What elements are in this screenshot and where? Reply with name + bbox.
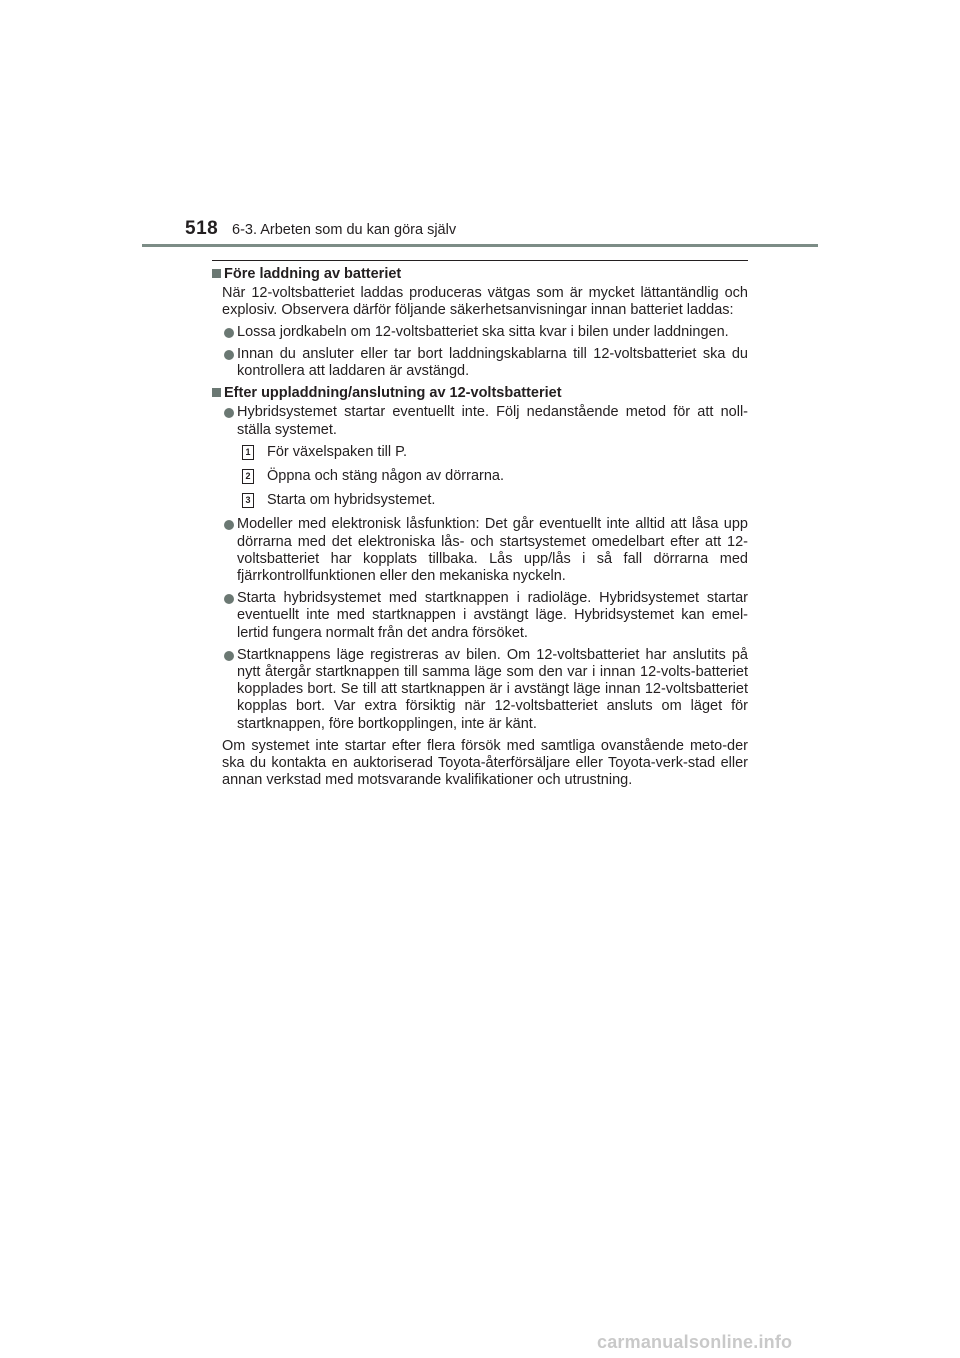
- step-number-badge: 3: [242, 493, 254, 508]
- list-item: [212, 404, 748, 438]
- watermark-text: carmanualsonline.info: [597, 1332, 793, 1352]
- heading-text: Efter uppladdning/anslutning av 12-voltsbatteriet: [224, 385, 562, 402]
- circle-bullet-icon: [224, 408, 234, 418]
- square-bullet-icon: [212, 269, 221, 278]
- step-item: [212, 492, 748, 509]
- list-item-text: Innan du ansluter eller tar bort laddningskablarna till 12-voltsbatteriet ska du kontrollera att laddaren är avstängd.: [237, 345, 748, 380]
- step-number-badge: 2: [242, 469, 254, 484]
- section-heading-after-charging: [212, 385, 748, 402]
- list-item-text: Startknappens läge registreras av bilen. Om 12-voltsbatteriet har anslutits på nytt återgår startknappen till samma läge som den var i innan 12-volts-batteriet kopplades bort. Se till att startknappen är i avstängt läge innan 12-voltsbatteriet kopplas bort. Var extra försiktig när 12-voltsbatteriet ansluts om läget för startknappen, före bortkopplingen, inte är känt.: [237, 646, 748, 732]
- section-intro: När 12-voltsbatteriet laddas produceras vätgas som är mycket lättantändlig och explosiv. Observera därför följande säkerhetsanvisningar innan batteriet laddas:: [222, 285, 748, 319]
- list-item: [212, 647, 748, 733]
- step-text: Öppna och stäng någon av dörrarna.: [267, 468, 504, 485]
- step-item: [212, 444, 748, 461]
- step-item: [212, 468, 748, 485]
- list-item: [212, 324, 748, 341]
- header-rule: [142, 244, 818, 247]
- step-text: För växelspaken till P.: [267, 443, 407, 460]
- circle-bullet-icon: [224, 651, 234, 661]
- heading-text: Före laddning av batteriet: [224, 266, 402, 282]
- page-content: [212, 266, 748, 793]
- step-text: Starta om hybridsystemet.: [267, 492, 436, 509]
- list-item-text: Modeller med elektronisk låsfunktion: Det går eventuellt inte alltid att låsa upp dörrarna med det elektroniska lås- och startsystemet omedelbart efter att 12-voltsbatteriet har kopplats tillbaka. Lås upp/lås i så fall dörrarna med fjärrkontrollfunktionen eller den mekaniska nyckeln.: [237, 516, 748, 585]
- content-divider: [212, 260, 748, 261]
- circle-bullet-icon: [224, 350, 234, 360]
- list-item-text: Starta hybridsystemet med startknappen i radioläge. Hybridsystemet startar eventuellt inte med startknappen i avstängt läge. Hybridsystemet kan emel-lertid fungera normalt från det andra försöket.: [237, 590, 748, 641]
- square-bullet-icon: [212, 388, 221, 397]
- step-number-badge: 1: [242, 445, 254, 460]
- circle-bullet-icon: [224, 328, 234, 338]
- list-item-text: Lossa jordkabeln om 12-voltsbatteriet ska sitta kvar i bilen under laddningen.: [237, 323, 729, 340]
- page-header: [0, 0, 960, 250]
- closing-paragraph: Om systemet inte startar efter flera försök med samtliga ovanstående meto-der ska du kontakta en auktoriserad Toyota-återförsäljare eller Toyota-verk-stad eller annan verkstad med motsvarande kvalifikationer och utrustning.: [222, 737, 748, 789]
- circle-bullet-icon: [224, 594, 234, 604]
- section-heading-before-charging: [212, 266, 748, 283]
- section-title: 6-3. Arbeten som du kan göra själv: [232, 222, 457, 238]
- circle-bullet-icon: [224, 520, 234, 530]
- page-number: 518: [185, 218, 219, 239]
- list-item: [212, 346, 748, 380]
- list-item: [212, 516, 748, 585]
- list-item: [212, 590, 748, 642]
- list-item-text: Hybridsystemet startar eventuellt inte. Följ nedanstående metod för att noll-ställa systemet.: [237, 404, 748, 438]
